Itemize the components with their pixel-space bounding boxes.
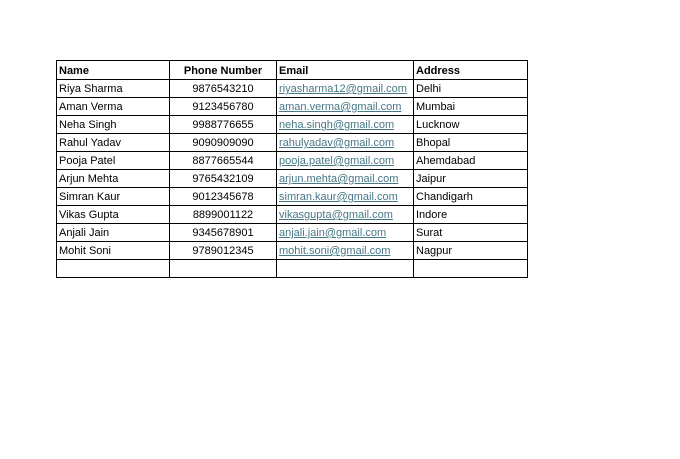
email-cell[interactable]	[277, 170, 414, 188]
table-row	[57, 134, 528, 152]
address-cell[interactable]: Ahemdabad	[414, 152, 528, 170]
phone-cell[interactable]: 9988776655	[170, 116, 277, 134]
email-cell[interactable]	[277, 224, 414, 242]
name-cell[interactable]: Rahul Yadav	[57, 134, 170, 152]
contact-table-container	[56, 60, 527, 278]
name-cell[interactable]: Mohit Soni	[57, 242, 170, 260]
table-row	[57, 188, 528, 206]
name-cell[interactable]: Neha Singh	[57, 116, 170, 134]
contact-table	[56, 60, 528, 278]
email-link[interactable]: arjun.mehta@gmail.com	[279, 173, 399, 185]
table-row	[57, 170, 528, 188]
email-cell[interactable]	[277, 242, 414, 260]
empty-cell[interactable]	[414, 260, 528, 278]
address-cell[interactable]: Bhopal	[414, 134, 528, 152]
table-row	[57, 242, 528, 260]
address-cell[interactable]: Jaipur	[414, 170, 528, 188]
table-row	[57, 224, 528, 242]
header-phone-number[interactable]: Phone Number	[170, 61, 277, 80]
phone-cell[interactable]: 9012345678	[170, 188, 277, 206]
table-row	[57, 116, 528, 134]
phone-cell[interactable]: 8899001122	[170, 206, 277, 224]
phone-cell[interactable]: 9123456780	[170, 98, 277, 116]
name-cell[interactable]: Aman Verma	[57, 98, 170, 116]
header-email[interactable]: Email	[277, 61, 414, 80]
email-cell[interactable]	[277, 116, 414, 134]
email-link[interactable]: aman.verma@gmail.com	[279, 101, 402, 113]
email-link[interactable]: pooja.patel@gmail.com	[279, 155, 395, 167]
email-link[interactable]: neha.singh@gmail.com	[279, 119, 395, 131]
table-row	[57, 80, 528, 98]
address-cell[interactable]: Nagpur	[414, 242, 528, 260]
empty-cell[interactable]	[170, 260, 277, 278]
table-row	[57, 152, 528, 170]
phone-cell[interactable]: 9789012345	[170, 242, 277, 260]
address-cell[interactable]: Surat	[414, 224, 528, 242]
empty-table-row	[57, 260, 528, 278]
empty-cell[interactable]	[57, 260, 170, 278]
name-cell[interactable]: Anjali Jain	[57, 224, 170, 242]
phone-cell[interactable]: 9876543210	[170, 80, 277, 98]
email-cell[interactable]	[277, 152, 414, 170]
phone-cell[interactable]: 8877665544	[170, 152, 277, 170]
email-link[interactable]: vikasgupta@gmail.com	[279, 209, 393, 221]
header-name[interactable]: Name	[57, 61, 170, 80]
email-cell[interactable]	[277, 134, 414, 152]
header-address[interactable]: Address	[414, 61, 528, 80]
address-cell[interactable]: Chandigarh	[414, 188, 528, 206]
email-cell[interactable]	[277, 206, 414, 224]
address-cell[interactable]: Mumbai	[414, 98, 528, 116]
name-cell[interactable]: Arjun Mehta	[57, 170, 170, 188]
address-cell[interactable]: Delhi	[414, 80, 528, 98]
address-cell[interactable]: Indore	[414, 206, 528, 224]
phone-cell[interactable]: 9765432109	[170, 170, 277, 188]
phone-cell[interactable]: 9090909090	[170, 134, 277, 152]
name-cell[interactable]: Simran Kaur	[57, 188, 170, 206]
email-link[interactable]: mohit.soni@gmail.com	[279, 245, 391, 257]
email-link[interactable]: simran.kaur@gmail.com	[279, 191, 398, 203]
empty-cell[interactable]	[277, 260, 414, 278]
address-cell[interactable]: Lucknow	[414, 116, 528, 134]
email-link[interactable]: anjali.jain@gmail.com	[279, 227, 387, 239]
phone-cell[interactable]: 9345678901	[170, 224, 277, 242]
name-cell[interactable]: Pooja Patel	[57, 152, 170, 170]
email-cell[interactable]	[277, 98, 414, 116]
name-cell[interactable]: Vikas Gupta	[57, 206, 170, 224]
name-cell[interactable]: Riya Sharma	[57, 80, 170, 98]
header-row	[57, 61, 528, 80]
table-row	[57, 98, 528, 116]
email-link[interactable]: riyasharma12@gmail.com	[279, 83, 407, 95]
table-row	[57, 206, 528, 224]
email-cell[interactable]	[277, 80, 414, 98]
email-cell[interactable]	[277, 188, 414, 206]
email-link[interactable]: rahulyadav@gmail.com	[279, 137, 395, 149]
